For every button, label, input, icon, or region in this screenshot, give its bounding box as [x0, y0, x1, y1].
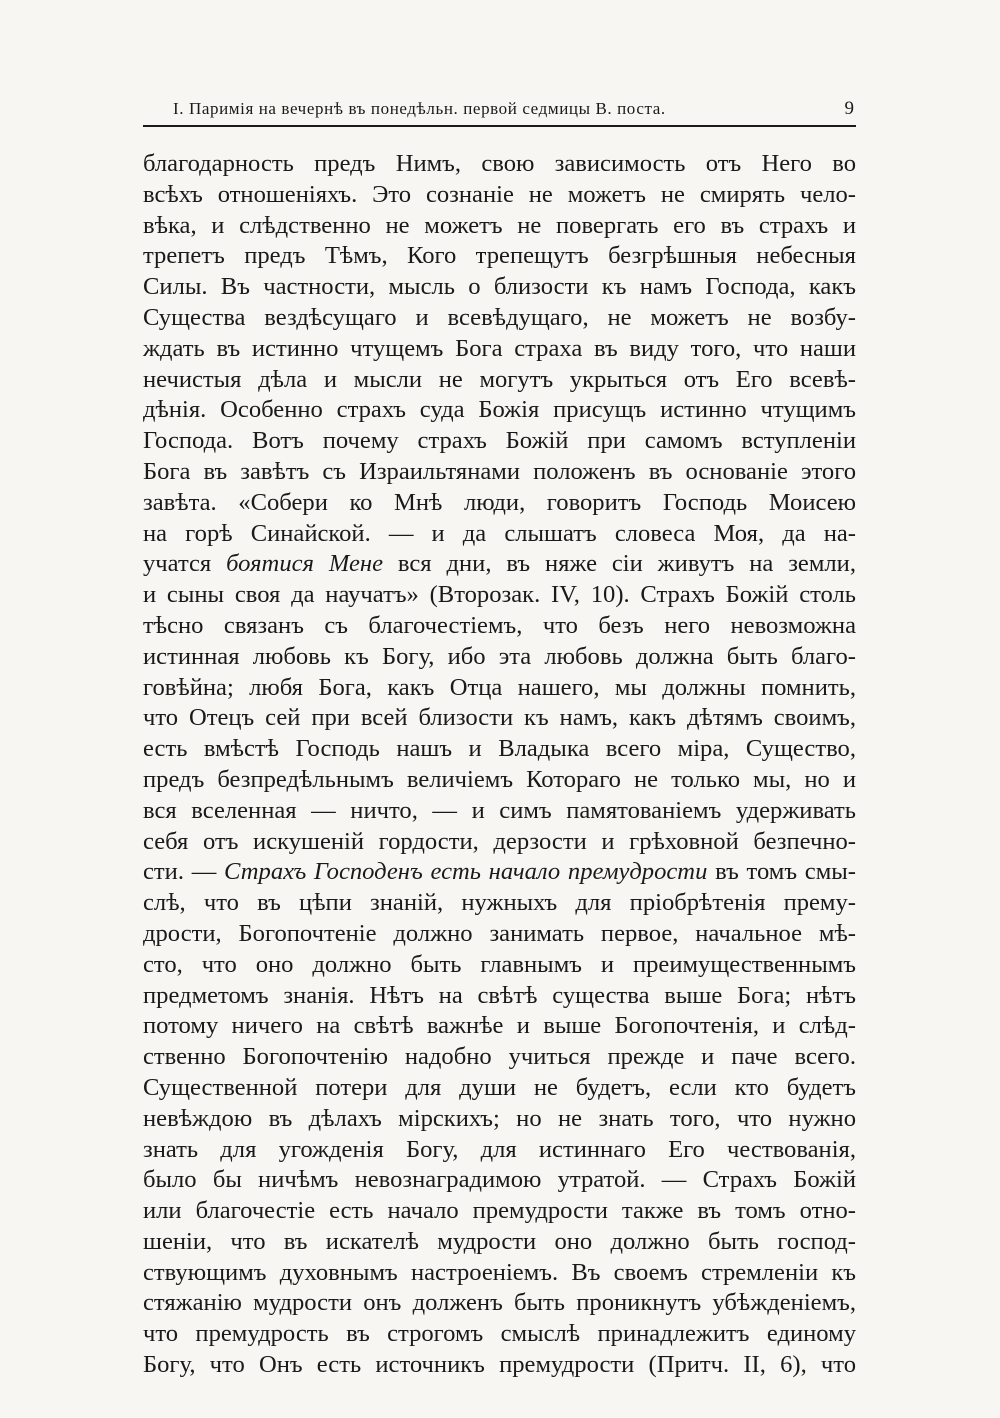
text-line: трепетъ предъ Тѣмъ, Кого трепещутъ безгрѣшныя небесныя: [143, 242, 856, 270]
text-line: что Отецъ сей при всей близости къ намъ, какъ дѣтямъ своимъ,: [143, 704, 856, 732]
header-title: I. Паримія на вечернѣ въ понедѣльн. первой седмицы В. поста.: [173, 99, 666, 118]
text-line: есть вмѣстѣ Господь нашъ и Владыка всего міра, Существо,: [143, 735, 856, 763]
text-line: Господа. Вотъ почему страхъ Божій при самомъ вступленіи: [143, 427, 856, 455]
text-line: или благочестіе есть начало премудрости также въ томъ отно-: [143, 1197, 856, 1225]
text-line: благодарность предъ Нимъ, свою зависимость отъ Него во: [143, 150, 856, 177]
text-line: и сыны своя да научатъ» (Второзак. IV, 10). Страхъ Божій столь: [143, 581, 856, 609]
text-line: сти. — Страхъ Господенъ есть начало премудрости въ томъ смы-: [143, 858, 856, 886]
text-line: учатся боятися Мене вся дни, въ няже сіи живутъ на земли,: [143, 550, 856, 578]
text-line: слѣ, что въ цѣпи знаній, нужныхъ для пріобрѣтенія прему-: [143, 889, 856, 917]
text-line: на горѣ Синайской. — и да слышатъ словеса Моя, да на-: [143, 519, 856, 547]
text-line: Силы. Въ частности, мысль о близости къ намъ Господа, какъ: [143, 273, 856, 301]
text-line: что премудрость въ строгомъ смыслѣ принадлежитъ единому: [143, 1320, 856, 1348]
text-line: предметомъ знанія. Нѣтъ на свѣтѣ существа выше Бога; нѣтъ: [143, 981, 856, 1009]
text-line: предъ безпредѣльнымъ величіемъ Котораго не только мы, но и: [143, 765, 856, 793]
text-line: дѣнія. Особенно страхъ суда Божія присущъ истинно чтущимъ: [143, 396, 856, 424]
text-line: невѣждою въ дѣлахъ мірскихъ; но не знать того, что нужно: [143, 1104, 856, 1132]
page-number: 9: [844, 98, 854, 119]
text-line: вѣка, и слѣдственно не можетъ не повергать его въ страхъ и: [143, 211, 856, 239]
text-line: себя отъ искушеній гордости, дерзости и грѣховной безпечно-: [143, 827, 856, 855]
text-line: знать для угожденія Богу, для истиннаго Его чествованія,: [143, 1135, 856, 1163]
running-header: [143, 99, 856, 127]
text-line: Богу, что Онъ есть источникъ премудрости (Притч. II, 6), что: [143, 1351, 856, 1379]
text-line: шеніи, что въ искателѣ мудрости оно должно быть господ-: [143, 1227, 856, 1255]
text-line: завѣта. «Собери ко Мнѣ люди, говоритъ Господь Моисею: [143, 488, 856, 516]
text-line: говѣйна; любя Бога, какъ Отца нашего, мы должны помнить,: [143, 673, 856, 701]
text-line: было бы ничѣмъ невознаградимою утратой. — Страхъ Божій: [143, 1166, 856, 1194]
text-line: сто, что оно должно быть главнымъ и преимущественнымъ: [143, 950, 856, 978]
text-line: Бога въ завѣтъ съ Израильтянами положенъ въ основаніе этого: [143, 457, 856, 485]
italic-phrase: Страхъ Господенъ есть начало премудрости: [224, 858, 708, 886]
italic-phrase: боятися Мене: [226, 550, 384, 578]
text-line: истинная любовь къ Богу, ибо эта любовь должна быть благо-: [143, 642, 856, 670]
text-line: Существенной потери для души не будетъ, если кто будетъ: [143, 1073, 856, 1101]
text-line: Существа вездѣсущаго и всевѣдущаго, не можетъ не возбу-: [143, 303, 856, 331]
text-line: дрости, Богопочтеніе должно занимать первое, начальное мѣ-: [143, 919, 856, 947]
text-line: ждать въ истинно чтущемъ Бога страха въ виду того, что наши: [143, 334, 856, 362]
text-line: тѣсно связанъ съ благочестіемъ, что безъ него невозможна: [143, 611, 856, 639]
text-line: ствующимъ духовнымъ настроеніемъ. Въ своемъ стремленіи къ: [143, 1258, 856, 1286]
text-line: всѣхъ отношеніяхъ. Это сознаніе не можетъ не смирять чело-: [143, 180, 856, 208]
text-line: потому ничего на свѣтѣ важнѣе и выше Богопочтенія, и слѣд-: [143, 1012, 856, 1040]
text-line: вся вселенная — ничто, — и симъ памятованіемъ удерживать: [143, 796, 856, 824]
body-text: [143, 149, 856, 1381]
text-line: стяжанію мудрости онъ долженъ быть проникнутъ убѣжденіемъ,: [143, 1289, 856, 1317]
text-line: нечистыя дѣла и мысли не могутъ укрыться отъ Его всевѣ-: [143, 365, 856, 393]
text-line: ственно Богопочтенію надобно учиться прежде и паче всего.: [143, 1043, 856, 1071]
